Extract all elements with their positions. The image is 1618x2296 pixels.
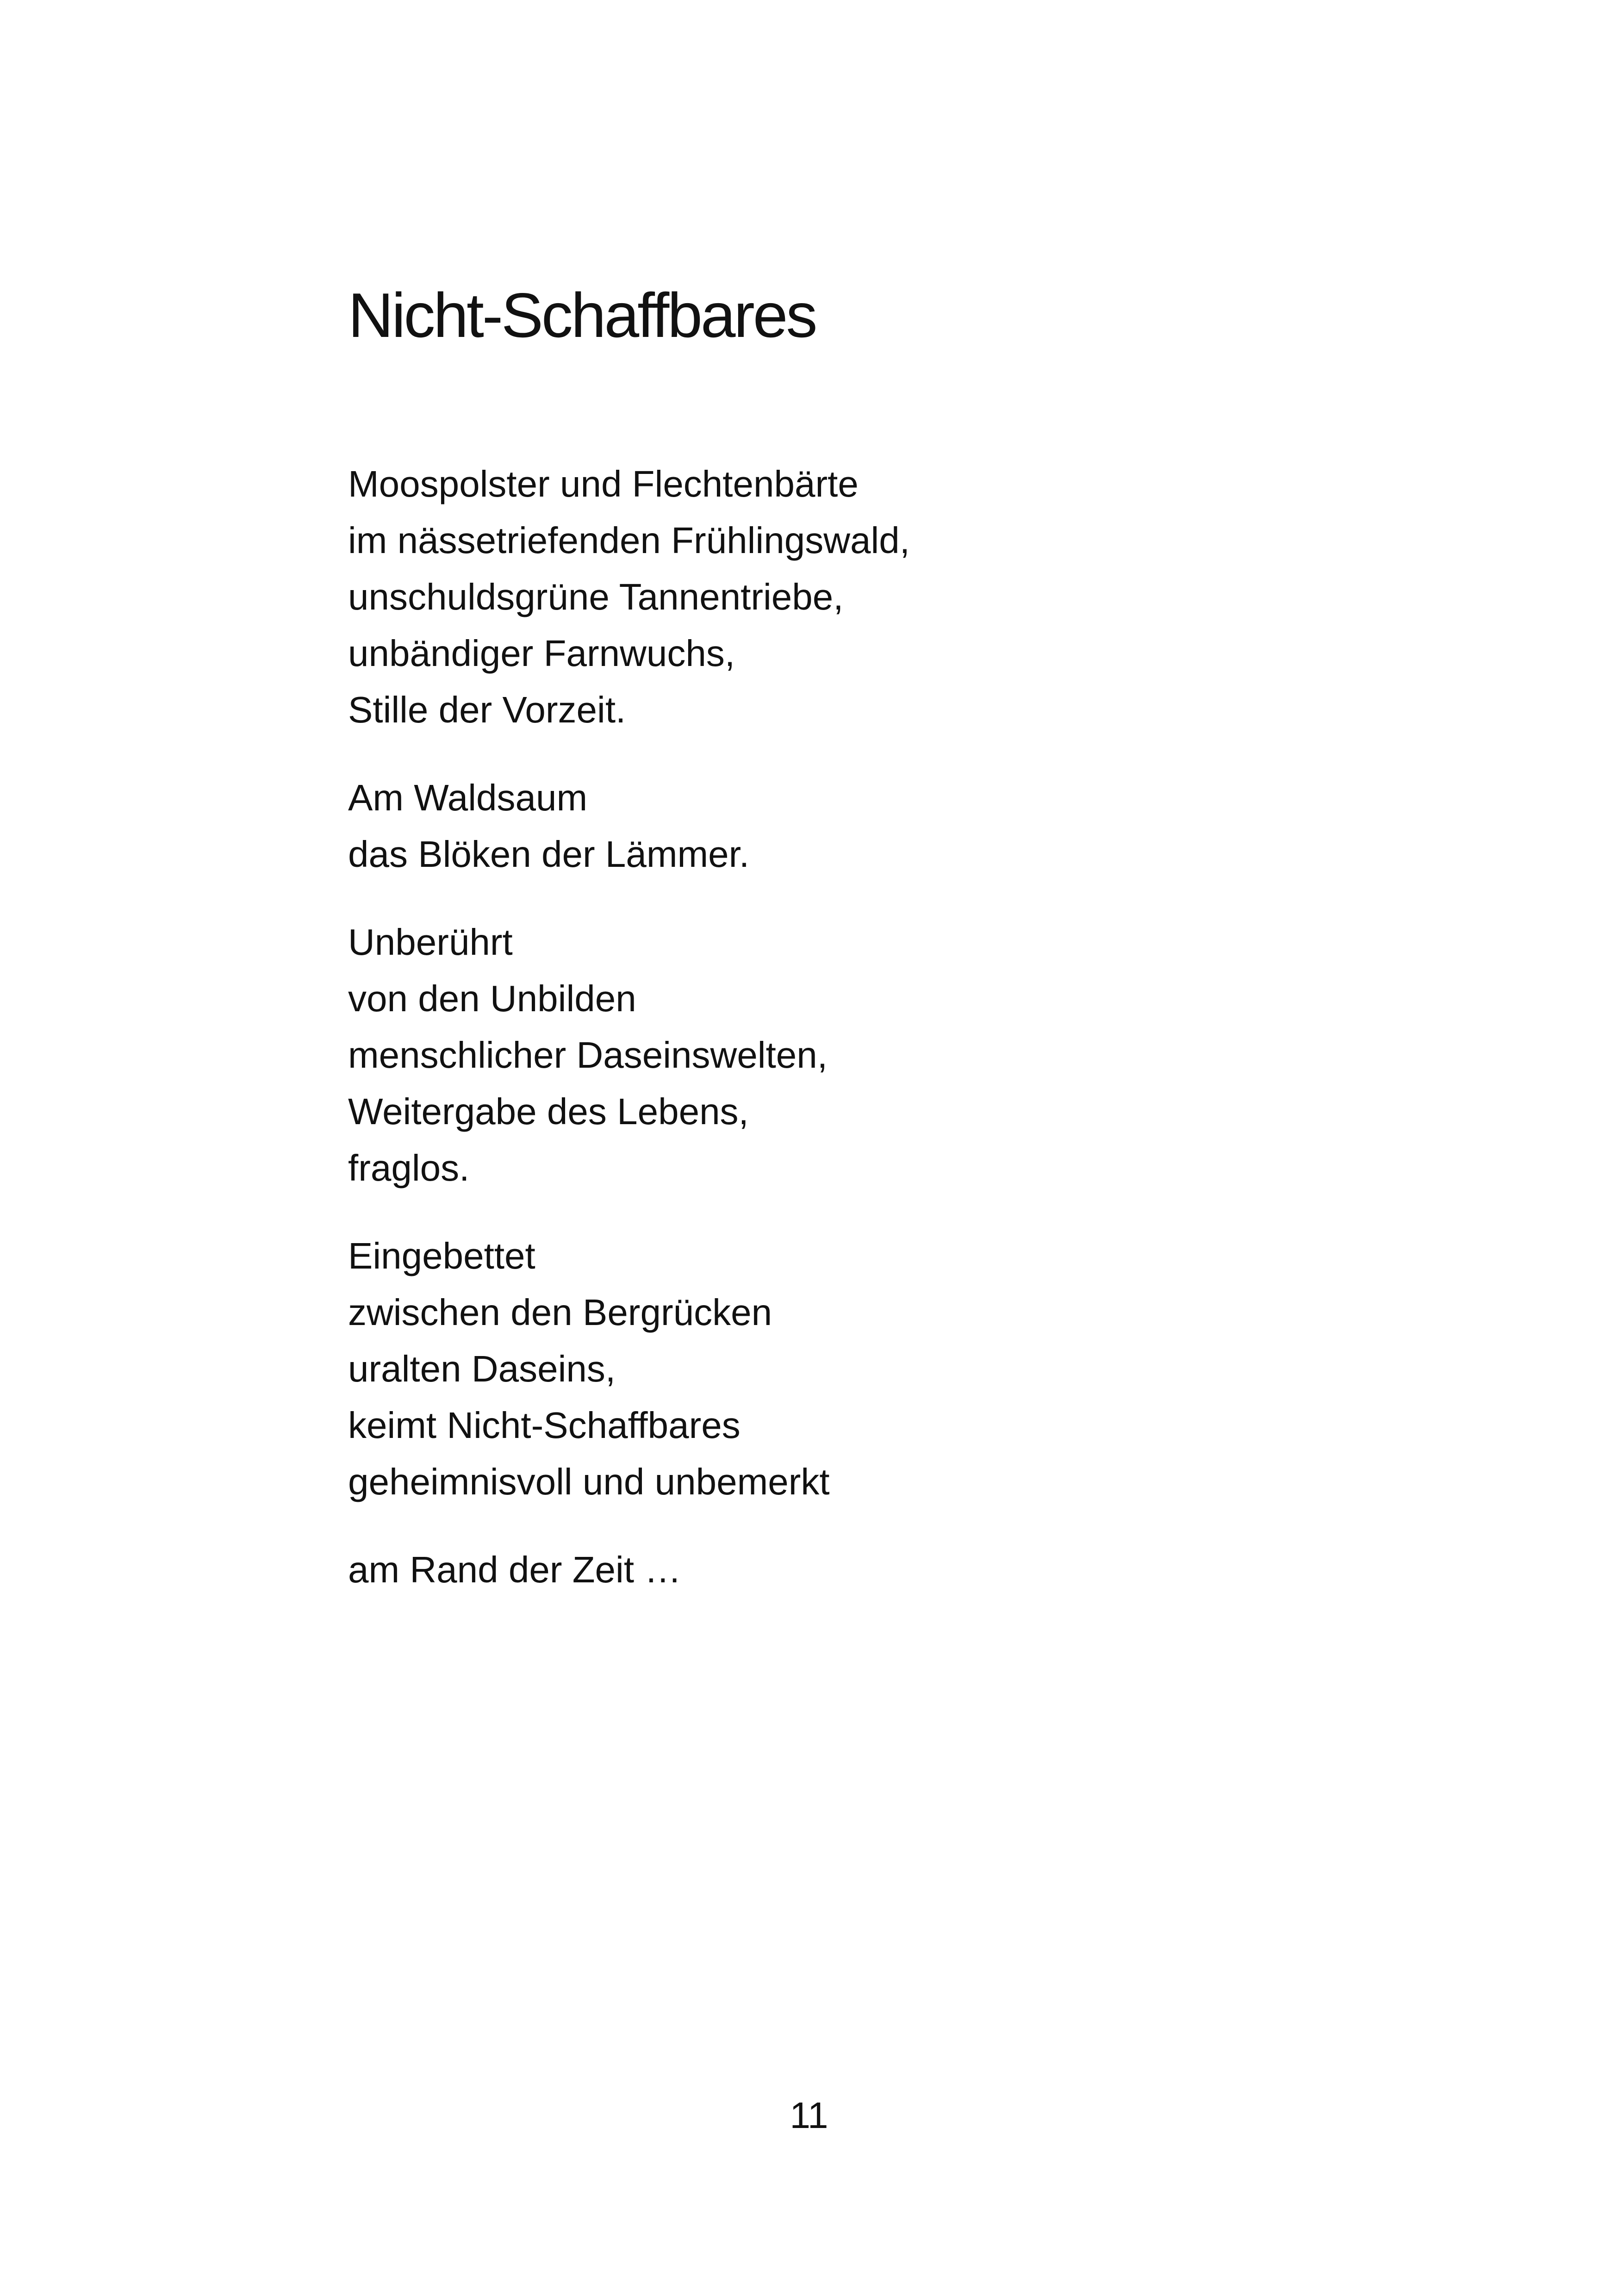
poem-line: Stille der Vorzeit.	[348, 689, 626, 730]
poem-line: von den Unbilden	[348, 978, 636, 1019]
poem-line: Weitergabe des Lebens,	[348, 1091, 749, 1132]
poem-title: Nicht-Schaffbares	[348, 280, 816, 350]
poem-line: uralten Daseins,	[348, 1348, 616, 1389]
poem-line: menschlicher Daseinswelten,	[348, 1034, 828, 1076]
poem-line: unbändiger Farnwuchs,	[348, 633, 735, 674]
poem-line: zwischen den Bergrücken	[348, 1292, 772, 1333]
poem-line: das Blöken der Lämmer.	[348, 834, 750, 875]
poem-line: fraglos.	[348, 1147, 470, 1188]
stanza-1	[348, 456, 1366, 738]
page-number: 11	[790, 2095, 828, 2136]
poem-body	[348, 456, 1366, 1630]
poem-line: im nässetriefenden Frühlingswald,	[348, 520, 910, 561]
poem-line: Eingebettet	[348, 1235, 535, 1276]
poem-line: unschuldsgrüne Tannentriebe,	[348, 576, 844, 617]
poem-line: geheimnisvoll und unbemerkt	[348, 1461, 830, 1502]
stanza-2	[348, 770, 1366, 883]
poem-line: Am Waldsaum	[348, 777, 588, 818]
poem-line: Moospolster und Flechtenbärte	[348, 463, 859, 504]
poem-line: keimt Nicht-Schaffbares	[348, 1405, 741, 1446]
poem-line: am Rand der Zeit …	[348, 1549, 682, 1590]
poem-line: Unberührt	[348, 921, 513, 963]
stanza-3	[348, 914, 1366, 1196]
stanza-5	[348, 1542, 1366, 1598]
stanza-4	[348, 1228, 1366, 1510]
